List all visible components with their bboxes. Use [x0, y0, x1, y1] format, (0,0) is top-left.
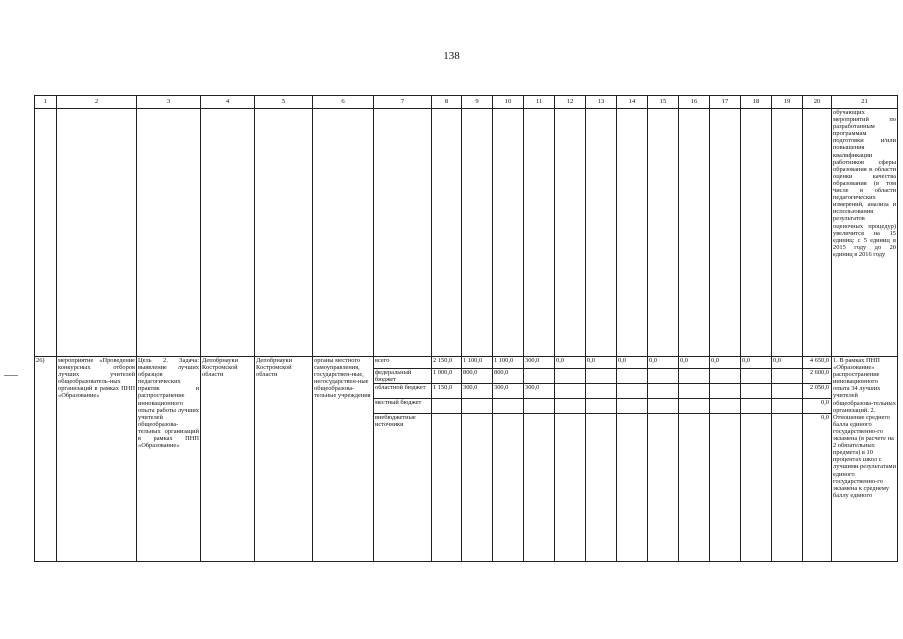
total-cell: 2 050,0 — [803, 384, 832, 399]
value-cell — [586, 414, 617, 562]
executor: Депобрнауки Костромской области — [255, 357, 313, 562]
empty-cell — [648, 109, 679, 357]
header-cell: 21 — [832, 96, 898, 109]
empty-cell — [35, 109, 57, 357]
value-cell — [617, 369, 648, 384]
value-cell — [710, 369, 741, 384]
value-cell — [741, 384, 772, 399]
empty-cell — [57, 109, 137, 357]
empty-cell — [741, 109, 772, 357]
value-cell: 300,0 — [462, 384, 493, 399]
value-cell — [586, 369, 617, 384]
value-cell — [617, 399, 648, 414]
program-table — [34, 95, 898, 562]
value-cell — [462, 414, 493, 562]
total-cell: 2 600,0 — [803, 369, 832, 384]
value-cell — [524, 369, 555, 384]
header-cell: 7 — [374, 96, 432, 109]
value-cell — [555, 414, 586, 562]
page-number: 138 — [443, 50, 460, 62]
value-cell — [679, 369, 710, 384]
header-cell: 10 — [493, 96, 524, 109]
value-cell — [462, 399, 493, 414]
header-cell: 2 — [57, 96, 137, 109]
value-cell — [741, 399, 772, 414]
header-cell: 13 — [586, 96, 617, 109]
header-cell: 19 — [772, 96, 803, 109]
value-cell: 0,0 — [617, 357, 648, 369]
value-cell: 1 000,0 — [432, 369, 462, 384]
value-cell: 1 100,0 — [493, 357, 524, 369]
value-cell — [648, 399, 679, 414]
value-cell — [493, 414, 524, 562]
header-cell: 1 — [35, 96, 57, 109]
empty-cell — [524, 109, 555, 357]
value-cell: 300,0 — [524, 357, 555, 369]
header-cell: 16 — [679, 96, 710, 109]
header-cell: 4 — [201, 96, 255, 109]
value-cell — [772, 414, 803, 562]
value-cell: 800,0 — [493, 369, 524, 384]
value-cell — [710, 399, 741, 414]
header-row — [35, 96, 898, 109]
empty-cell — [586, 109, 617, 357]
empty-cell — [462, 109, 493, 357]
value-cell — [710, 384, 741, 399]
total-cell: 0,0 — [803, 414, 832, 562]
empty-cell — [374, 109, 432, 357]
value-cell — [555, 369, 586, 384]
value-cell — [741, 414, 772, 562]
header-cell: 17 — [710, 96, 741, 109]
value-cell: 0,0 — [772, 357, 803, 369]
value-cell: 0,0 — [586, 357, 617, 369]
value-cell: 0,0 — [555, 357, 586, 369]
empty-cell — [137, 109, 201, 357]
empty-cell — [255, 109, 313, 357]
value-cell — [648, 384, 679, 399]
empty-cell — [617, 109, 648, 357]
value-cell — [741, 369, 772, 384]
value-cell: 2 150,0 — [432, 357, 462, 369]
empty-cell — [772, 109, 803, 357]
value-cell — [710, 414, 741, 562]
empty-cell — [710, 109, 741, 357]
value-cell: 0,0 — [679, 357, 710, 369]
funding-source: внебюджетные источники — [374, 414, 432, 562]
value-cell — [586, 399, 617, 414]
header-cell: 15 — [648, 96, 679, 109]
header-cell: 12 — [555, 96, 586, 109]
value-cell — [648, 414, 679, 562]
funding-source: всего — [374, 357, 432, 369]
value-cell — [772, 369, 803, 384]
funding-source: федеральный бюджет — [374, 369, 432, 384]
table-row — [35, 357, 898, 369]
state-customer: Депобрнауки Костромской области — [201, 357, 255, 562]
header-cell: 14 — [617, 96, 648, 109]
value-cell — [555, 384, 586, 399]
value-cell: 300,0 — [493, 384, 524, 399]
expected-result: 1. В рамках ПНП «Образование» распространение инновационного опыта 34 лучших учителей общеобразова-тельных организаций. 2. Отношение среднего балла единого государственно-го экзамена (в расчете на 2 обязательных предмета) в 10 процентах школ с лучшими результатами единого государственно-го экзамена к среднему баллу единого — [832, 357, 898, 562]
value-cell — [617, 384, 648, 399]
value-cell — [679, 384, 710, 399]
total-cell: 4 650,0 — [803, 357, 832, 369]
empty-cell — [313, 109, 374, 357]
empty-cell — [679, 109, 710, 357]
header-cell: 18 — [741, 96, 772, 109]
value-cell — [432, 399, 462, 414]
value-cell — [524, 399, 555, 414]
participants: органы местного самоуправления, государствен-ные, негосударствен-ные общеобразова-тельные учреждения — [313, 357, 374, 562]
value-cell: 300,0 — [524, 384, 555, 399]
event-name: мероприятие «Проведение конкурсных отборов лучших учителей общеобразователь-ных организаций в рамках ПНП «Образование» — [57, 357, 137, 562]
value-cell — [772, 384, 803, 399]
funding-source: местный бюджет — [374, 399, 432, 414]
funding-source: областной бюджет — [374, 384, 432, 399]
value-cell — [555, 399, 586, 414]
value-cell: 800,0 — [462, 369, 493, 384]
header-cell: 6 — [313, 96, 374, 109]
value-cell — [493, 399, 524, 414]
header-cell: 11 — [524, 96, 555, 109]
empty-cell — [803, 109, 832, 357]
value-cell: 0,0 — [648, 357, 679, 369]
empty-cell — [555, 109, 586, 357]
row-number: 26) — [35, 357, 57, 562]
empty-cell — [493, 109, 524, 357]
value-cell — [586, 384, 617, 399]
header-cell: 3 — [137, 96, 201, 109]
value-cell — [617, 414, 648, 562]
goal-task: Цель 2. Задача: выявление лучших образцов педагогических практик и распространение инновационного опыта работы лучших учителей общеобразова-тельных организаций в рамках ПНП «Образование» — [137, 357, 201, 562]
empty-cell — [432, 109, 462, 357]
value-cell: 1 100,0 — [462, 357, 493, 369]
header-cell: 9 — [462, 96, 493, 109]
header-cell: 8 — [432, 96, 462, 109]
value-cell — [772, 399, 803, 414]
value-cell — [524, 414, 555, 562]
value-cell: 0,0 — [741, 357, 772, 369]
value-cell — [432, 414, 462, 562]
value-cell — [679, 399, 710, 414]
continuation-row — [35, 109, 898, 357]
value-cell — [648, 369, 679, 384]
total-cell: 0,0 — [803, 399, 832, 414]
header-cell: 20 — [803, 96, 832, 109]
value-cell: 0,0 — [710, 357, 741, 369]
value-cell: 1 150,0 — [432, 384, 462, 399]
margin-mark — [4, 375, 18, 376]
value-cell — [679, 414, 710, 562]
continuation-result-text: обучающих мероприятий по разработанным программам подготовки и/или повышения квалификации работников сферы образования в области оценки качества образования (в том числе в области педагогических измерений, анализа и использования результатов оценочных процедур) увеличится на 15 единиц: с 5 единиц в 2015 году до 20 единиц в 2016 году — [832, 109, 898, 357]
empty-cell — [201, 109, 255, 357]
header-cell: 5 — [255, 96, 313, 109]
